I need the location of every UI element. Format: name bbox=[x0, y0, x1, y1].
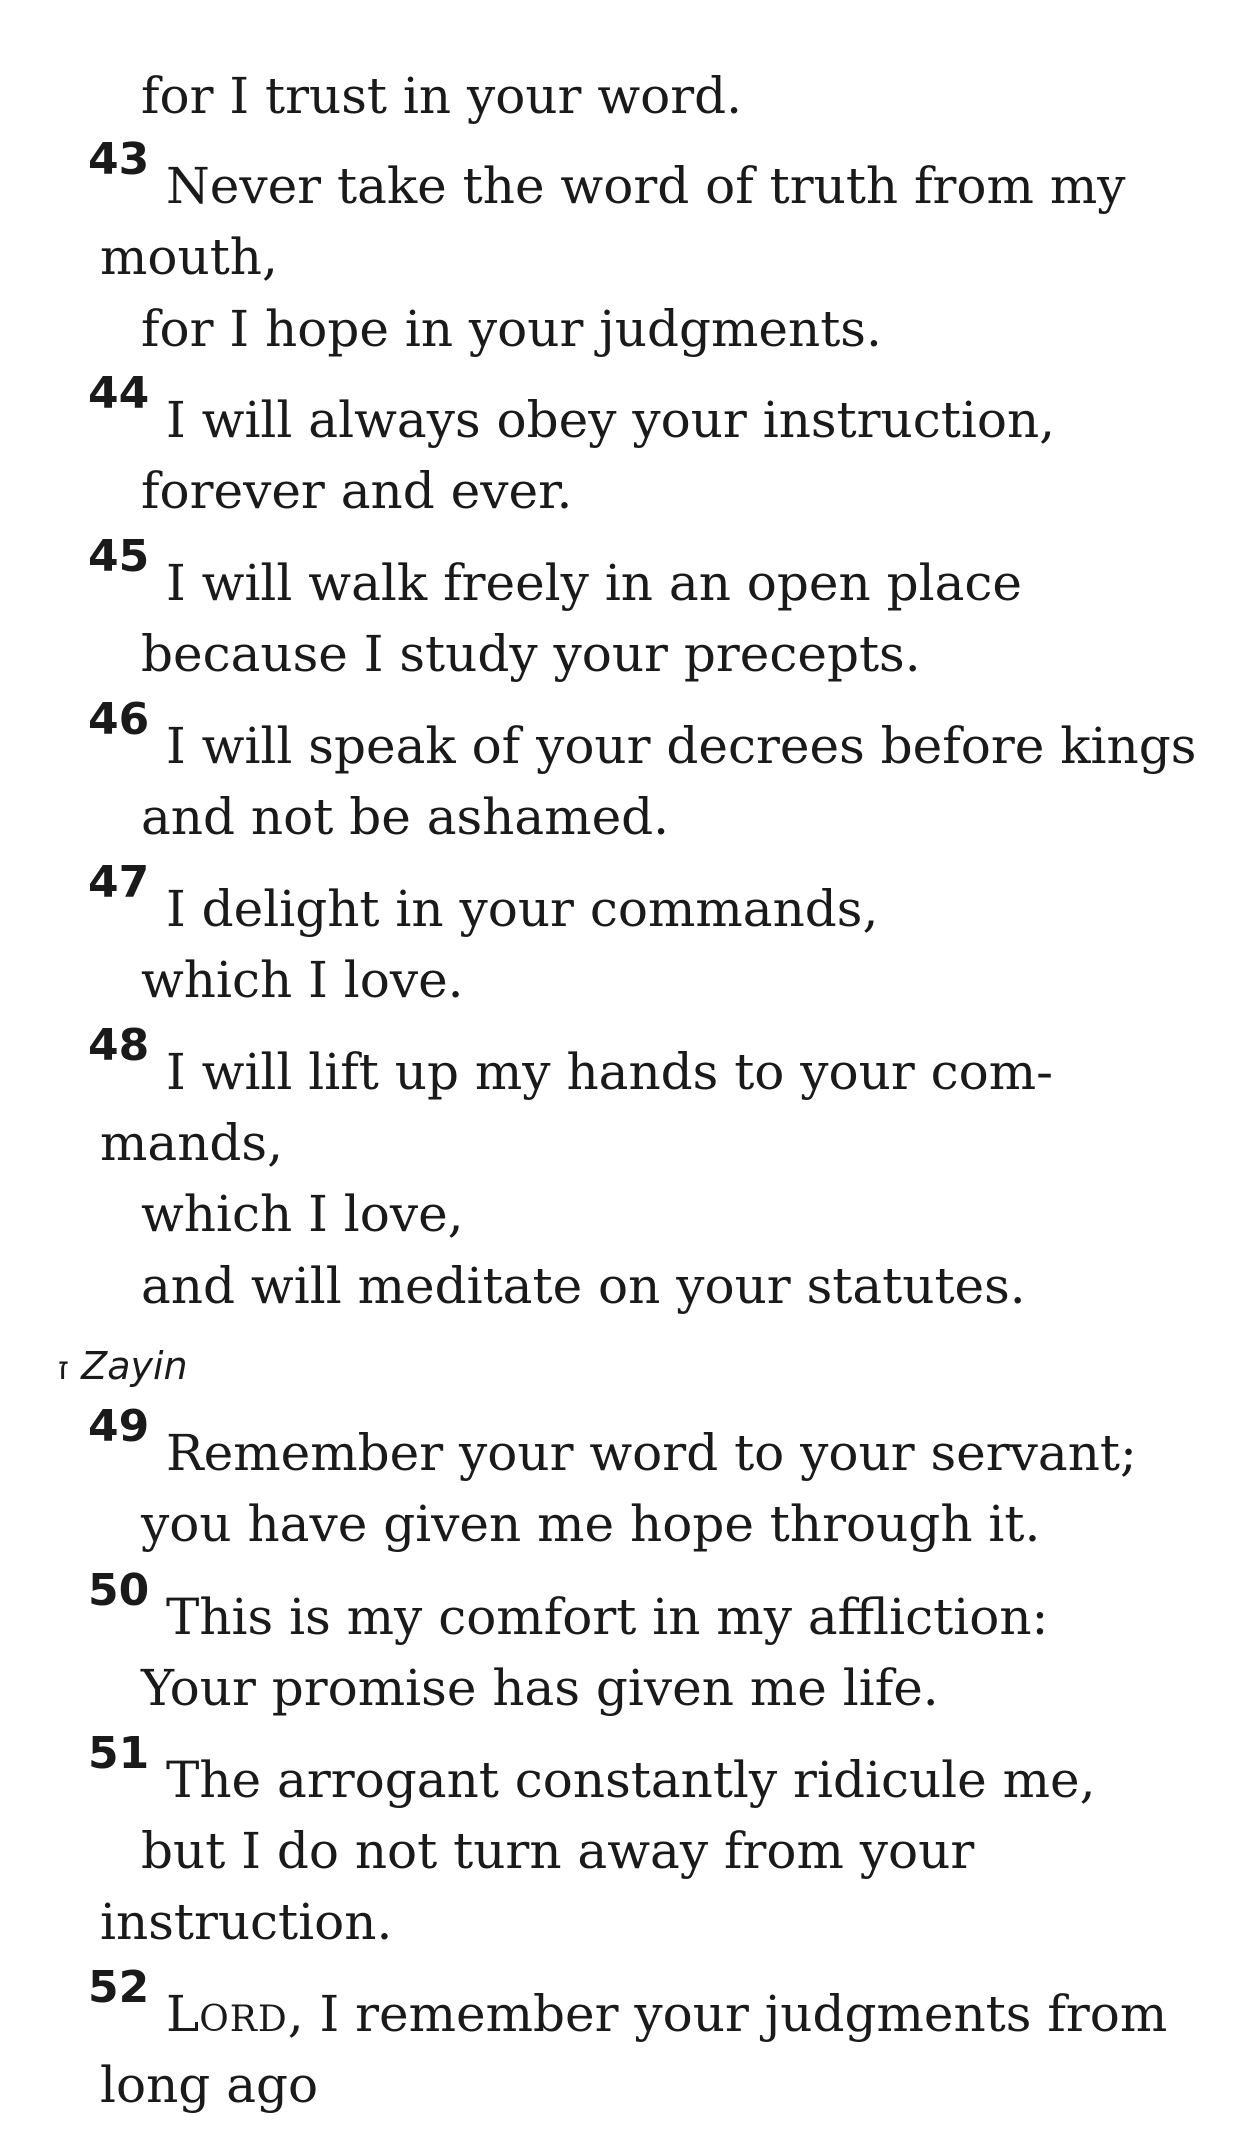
verse-line: This is my comfort in my affliction: bbox=[166, 1588, 1049, 1646]
section-heading bbox=[58, 1343, 188, 1391]
verse-line: which I love, bbox=[141, 1185, 464, 1243]
verse-line: I will speak of your decrees before kings bbox=[166, 717, 1197, 775]
verse-line: you have given me hope through it. bbox=[141, 1495, 1041, 1553]
verse-line: I will lift up my hands to your com- bbox=[166, 1043, 1054, 1101]
verse-line: for I hope in your judgments. bbox=[141, 300, 882, 358]
hebrew-letter: ז bbox=[58, 1349, 70, 1387]
verse-line: The arrogant constantly ridicule me, bbox=[166, 1751, 1096, 1809]
verse-line: and not be ashamed. bbox=[141, 788, 670, 846]
verse-number: 48 bbox=[88, 1020, 150, 1071]
verse-number: 50 bbox=[88, 1565, 150, 1616]
verse-line: forever and ever. bbox=[141, 462, 573, 520]
verse-line: Remember your word to your servant; bbox=[166, 1424, 1137, 1482]
verse-line: I will walk freely in an open place bbox=[166, 554, 1023, 612]
verse-number: 44 bbox=[88, 368, 150, 419]
section-heading-name: Zayin bbox=[81, 1344, 188, 1388]
verse-number: 45 bbox=[88, 531, 150, 582]
verse-number: 47 bbox=[88, 857, 150, 908]
verse-number: 51 bbox=[88, 1728, 150, 1779]
verse-number: 52 bbox=[88, 1962, 150, 2013]
verse-number: 43 bbox=[88, 134, 150, 185]
verse-line: LORD, I remember your judgments from bbox=[166, 1985, 1168, 2043]
verse-line: I delight in your commands, bbox=[166, 880, 879, 938]
verse-line: I will always obey your instruction, bbox=[166, 391, 1056, 449]
verse-line: but I do not turn away from your bbox=[141, 1822, 975, 1880]
divine-name: LORD bbox=[166, 1985, 288, 2043]
verse-number: 49 bbox=[88, 1401, 150, 1452]
verse-line: which I love. bbox=[141, 951, 464, 1009]
verse-line: long ago bbox=[100, 2056, 319, 2114]
verse-line: because I study your precepts. bbox=[141, 625, 921, 683]
verse-line: and will meditate on your statutes. bbox=[141, 1257, 1026, 1315]
verse-line: mouth, bbox=[100, 228, 278, 286]
verse-line: Your promise has given me life. bbox=[141, 1659, 939, 1717]
verse-line: Never take the word of truth from my bbox=[166, 157, 1126, 215]
verse-number: 46 bbox=[88, 694, 150, 745]
verse-line: mands, bbox=[100, 1114, 283, 1172]
verse-line: instruction. bbox=[100, 1893, 393, 1951]
verse-line: for I trust in your word. bbox=[141, 67, 743, 125]
